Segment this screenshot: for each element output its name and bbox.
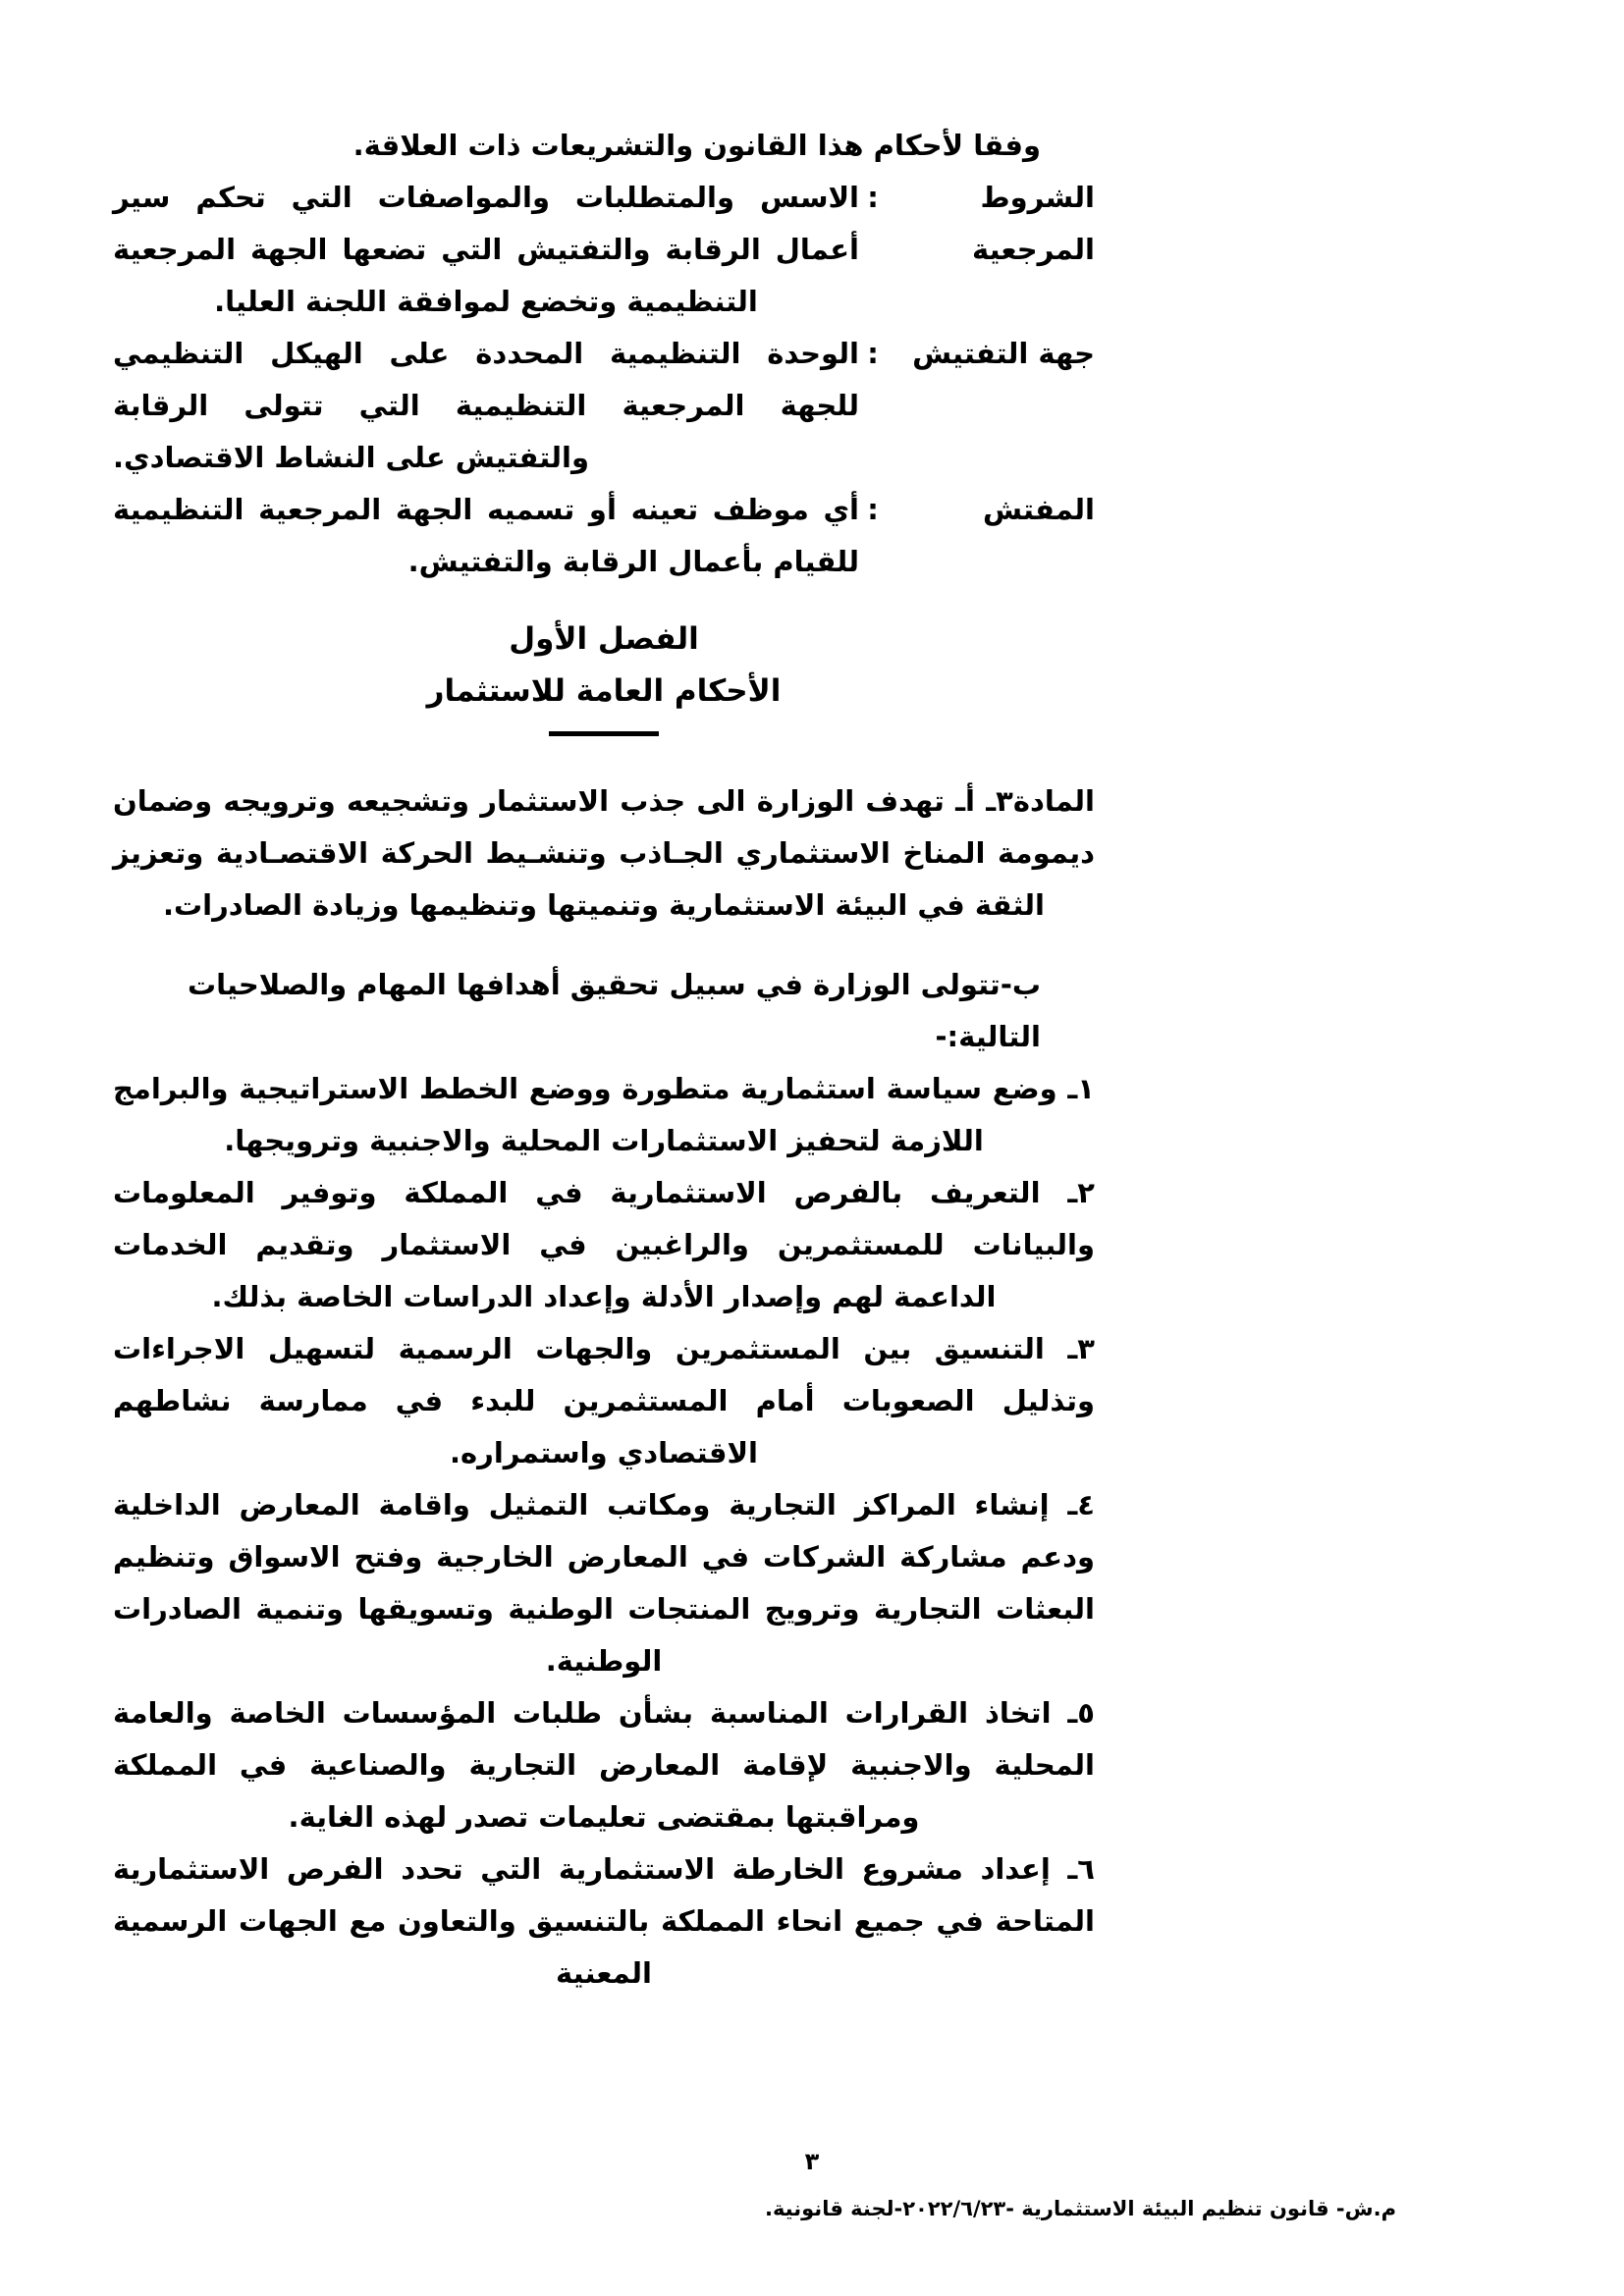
definition-text: الوحدة التنظيمية المحددة على الهيكل التنظيمي للجهة المرجعية التنظيمية التي تتولى الرقابة والتفتيش على النشاط الاقتصادي. [113,337,859,474]
definition-term: الشروط المرجعية [971,181,1095,266]
article-3-section-b: ب-تتولى الوزارة في سبيل تحقيق أهدافها المهام والصلاحيات التالية:- [187,968,1041,1053]
document-content [113,120,1095,2000]
definition-row-terms-of-reference [113,172,1095,328]
article-3-intro: المادة٣ـ أـ تهدف الوزارة الى جذب الاستثمار وتشجيعه وترويجه وضمان ديمومة المناخ الاستثماري الجـاذب وتنشـيط الحركة الاقتصـادية وتعزيز الثقة في البيئة الاستثمارية وتنميتها وتنظيمها وزيادة الصادرات. [113,784,1095,922]
heading-divider [549,731,659,736]
definition-term: المفتش [983,493,1095,526]
continuation-line: وفقا لأحكام هذا القانون والتشريعات ذات العلاقة. [352,129,1041,162]
definition-row-inspection-body [113,328,1095,484]
definition-row-inspector [113,484,1095,588]
chapter-title: الفصل الأول [509,621,699,657]
footer-note: م.ش- قانون تنظيم البيئة الاستثمارية -٢٠٢٢/٦/٢٣-لجنة قانونية. [764,2197,1396,2220]
definition-text: الاسس والمتطلبات والمواصفات التي تحكم سير أعمال الرقابة والتفتيش التي تضعها الجهة المرجعية التنظيمية وتخضع لموافقة اللجنة العليا. [113,181,859,318]
article-3-item-1: ١ـ وضع سياسة استثمارية متطورة ووضع الخطط الاستراتيجية والبرامج اللازمة لتحفيز الاستثمارات المحلية والاجنبية وترويجها. [113,1072,1095,1157]
definition-term: جهة التفتيش [912,337,1095,370]
chapter-heading [113,614,1095,736]
article-3-item-2: ٢ـ التعريف بالفرص الاستثمارية في المملكة وتوفير المعلومات والبيانات للمستثمرين والراغبين في الاستثمار وتقديم الخدمات الداعمة لهم وإصدار الأدلة وإعداد الدراسات الخاصة بذلك. [113,1176,1095,1313]
chapter-subtitle: الأحكام العامة للاستثمار [426,673,782,709]
article-3-item-3: ٣ـ التنسيق بين المستثمرين والجهات الرسمية لتسهيل الاجراءات وتذليل الصعوبات أمام المستثمرين للبدء في ممارسة نشاطهم الاقتصادي واستمراره. [113,1332,1095,1469]
article-3-item-5: ٥ـ اتخاذ القرارات المناسبة بشأن طلبات المؤسسات الخاصة والعامة المحلية والاجنبية لإقامة المعارض التجارية والصناعية في المملكة ومراقبتها بمقتضى تعليمات تصدر لهذه الغاية. [113,1696,1095,1834]
article-3-item-4: ٤ـ إنشاء المراكز التجارية ومكاتب التمثيل واقامة المعارض الداخلية ودعم مشاركة الشركات في المعارض الخارجية وفتح الاسواق وتنظيم البعثات التجارية وترويج المنتجات الوطنية وتسويقها وتنمية الصادرات الوطنية. [113,1488,1095,1678]
definition-text: أي موظف تعينه أو تسميه الجهة المرجعية التنظيمية للقيام بأعمال الرقابة والتفتيش. [113,493,859,578]
definitions-list [113,172,1095,588]
article-3-item-6: ٦ـ إعداد مشروع الخارطة الاستثمارية التي تحدد الفرص الاستثمارية المتاحة في جميع انحاء المملكة بالتنسيق والتعاون مع الجهات الرسمية المعنية [113,1852,1095,1990]
page-number: ٣ [804,2148,820,2175]
definition-colon: : [867,181,879,214]
definition-colon: : [867,493,879,526]
definition-colon: : [867,337,879,370]
